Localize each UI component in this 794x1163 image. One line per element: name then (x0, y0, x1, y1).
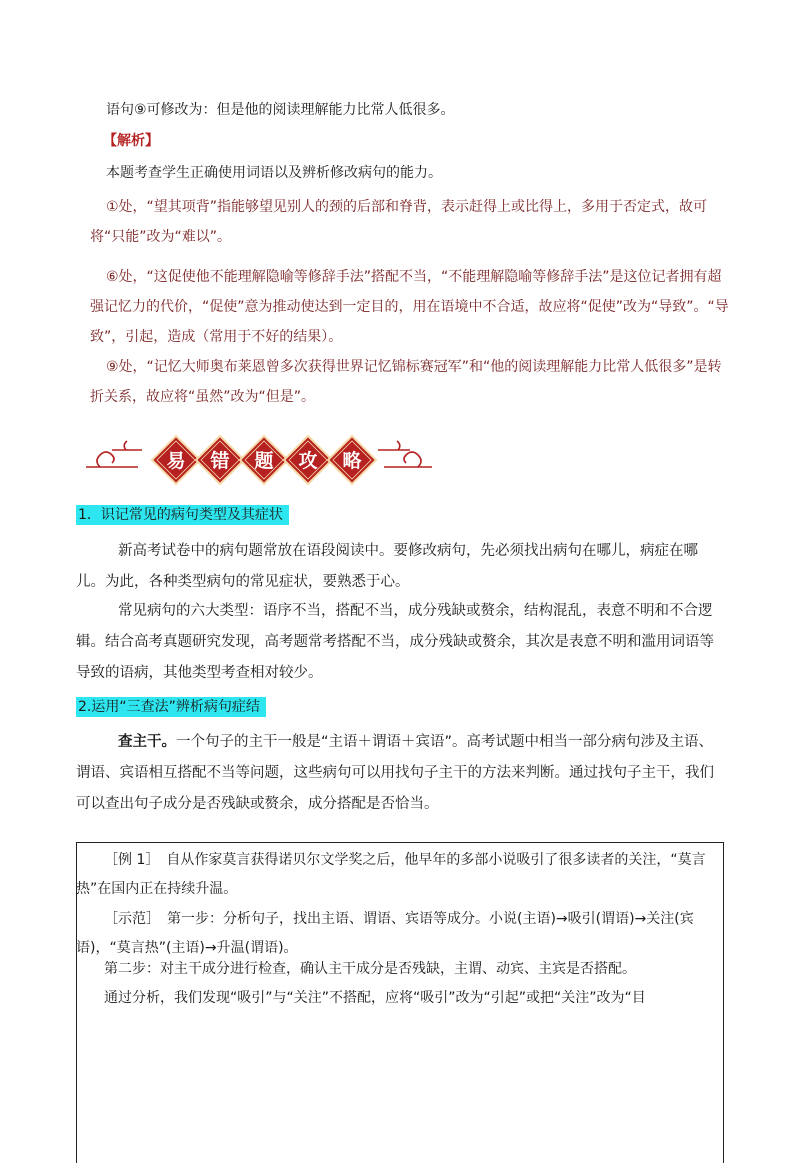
banner-char: 略 (342, 450, 362, 472)
analysis-point-6: ⑥处，“这促使他不能理解隐喻等修辞手法”搭配不当，“不能理解隐喻等修辞手法”是这位记者拥有超强记忆力的代价，“促使”意为推动使达到一定目的，用在语境中不合适，故应将“促使”改为“导致”。“导致”，引起，造成（常用于不好的结果）。 (90, 269, 729, 345)
section2-heading: 2.运用“三查法”辨析病句症结 (76, 697, 266, 717)
example-step-2: 第二步：对主干成分进行检查，确认主干成分是否残缺，主谓、动宾、主宾是否搭配。 (104, 961, 636, 977)
banner-char: 攻 (298, 450, 318, 472)
example-1: ［例 1］ 自从作家莫言获得诺贝尔文学奖之后，他早年的多部小说吸引了很多读者的关注，“莫言热”在国内正在持续升温。 (76, 852, 706, 897)
section2-lead: 查主干。 (118, 734, 176, 750)
section2-text: 一个句子的主干一般是“主语＋谓语＋宾语”。高考试题中相当一部分病句涉及主语、谓语、宾语相互搭配不当等问题，这些病句可以用找句子主干的方法来判断。通过找句子主干，我们可以查出句子成分是否残缺或赘余，成分搭配是否恰当。 (76, 734, 714, 812)
banner-right-ornament (378, 441, 432, 467)
banner-left-ornament (86, 441, 142, 467)
analysis-point-9: ⑨处，“记忆大师奥布莱恩曾多次获得世界记忆锦标赛冠军”和“他的阅读理解能力比常人低很多”是转折关系，故应将“虽然”改为“但是”。 (90, 359, 722, 405)
example-demo: ［示范］ 第一步：分析句子，找出主语、谓语、宾语等成分。小说(主语)→吸引(谓语)→关注(宾语)，“莫言热”(主语)→升温(谓语)。 (76, 911, 694, 956)
analysis-intro: 本题考查学生正确使用词语以及辨析修改病句的能力。 (106, 165, 442, 181)
answer-line: 语句⑨可修改为：但是他的阅读理解能力比常人低很多。 (106, 102, 455, 118)
section2-paragraph (76, 727, 726, 820)
example-step-3: 通过分析，我们发现“吸引”与“关注”不搭配，应将“吸引”改为“引起”或把“关注”改为“目 (104, 990, 646, 1006)
banner-char: 题 (254, 450, 274, 472)
banner-char: 易 (166, 450, 186, 472)
section-banner (86, 430, 436, 490)
section1-heading: 1．识记常见的病句类型及其症状 (76, 505, 289, 525)
analysis-label: 【解析】 (103, 133, 159, 149)
analysis-point-1: ①处，“望其项背”指能够望见别人的颈的后部和脊背，表示赶得上或比得上，多用于否定式，故可将“只能”改为“难以”。 (90, 199, 708, 245)
section1-paragraph-1: 新高考试卷中的病句题常放在语段阅读中。要修改病句，先必须找出病句在哪儿，病症在哪儿。为此，各种类型病句的常见症状，要熟悉于心。 (76, 543, 698, 590)
section1-paragraph-2: 常见病句的六大类型：语序不当，搭配不当，成分残缺或赘余，结构混乱，表意不明和不合逻辑。结合高考真题研究发现，高考题常考搭配不当，成分残缺或赘余，其次是表意不明和滥用词语等导致的语病，其他类型考查相对较少。 (76, 603, 714, 681)
banner-char: 错 (210, 450, 230, 472)
